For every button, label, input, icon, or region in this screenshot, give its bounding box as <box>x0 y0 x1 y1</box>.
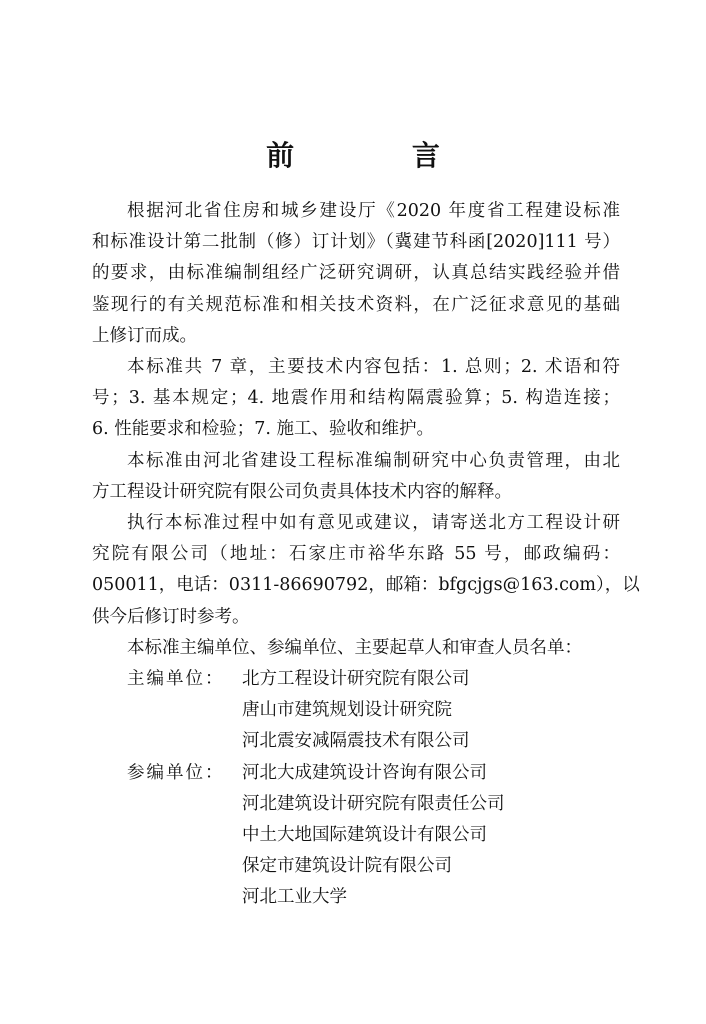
paragraph-line: 本标准由河北省建设工程标准编制研究中心负责管理，由北 <box>127 450 620 471</box>
org-name: 河北工业大学 <box>242 887 347 908</box>
participating-units-label: 参编单位： <box>127 762 225 783</box>
paragraph-line: 6. 性能要求和检验；7. 施工、验收和维护。 <box>92 419 435 440</box>
chief-units-label: 主编单位： <box>127 669 225 690</box>
chief-units <box>92 664 620 758</box>
org-row <box>92 664 620 695</box>
paragraph-line: 执行本标准过程中如有意见或建议，请寄送北方工程设计研 <box>127 513 620 534</box>
org-name: 北方工程设计研究院有限公司 <box>242 669 470 690</box>
org-name: 保定市建筑设计院有限公司 <box>242 856 452 877</box>
paragraph-line: 上修订而成。 <box>92 325 197 346</box>
paragraph-list-intro <box>92 633 620 664</box>
page-title: 前 言 <box>266 139 494 172</box>
paragraph-line: 方工程设计研究院有限公司负责具体技术内容的解释。 <box>92 481 512 502</box>
paragraph-approval <box>92 196 620 352</box>
org-row <box>92 820 620 851</box>
paragraph-line: 050011，电话：0311-86690792，邮箱：bfgcjgs@163.com），以 <box>92 575 640 596</box>
paragraph-line: 供今后修订时参考。 <box>92 606 250 627</box>
org-name: 河北大成建筑设计咨询有限公司 <box>242 762 487 783</box>
org-row <box>92 789 620 820</box>
paragraph-line: 本标准共 7 章，主要技术内容包括：1. 总则；2. 术语和符 <box>127 357 620 378</box>
paragraph-line: 号；3. 基本规定；4. 地震作用和结构隔震验算；5. 构造连接； <box>92 388 620 409</box>
paragraph-line: 的要求，由标准编制组经广泛研究调研，认真总结实践经验并借 <box>92 263 620 284</box>
preface-body <box>92 196 640 914</box>
org-name: 河北建筑设计研究院有限责任公司 <box>242 793 505 814</box>
paragraph-line: 本标准主编单位、参编单位、主要起草人和审查人员名单： <box>127 637 582 658</box>
org-name: 唐山市建筑规划设计研究院 <box>242 700 452 721</box>
org-row <box>92 851 620 882</box>
paragraph-line: 鉴现行的有关规范标准和相关技术资料，在广泛征求意见的基础 <box>92 294 620 315</box>
org-row <box>92 882 620 913</box>
paragraph-management <box>92 446 620 508</box>
org-name: 中土大地国际建筑设计有限公司 <box>242 825 487 846</box>
org-row <box>92 726 620 757</box>
paragraph-line: 根据河北省住房和城乡建设厅《2020 年度省工程建设标准 <box>127 201 620 221</box>
org-name: 河北震安减隔震技术有限公司 <box>242 731 470 752</box>
paragraph-feedback <box>92 508 640 633</box>
org-row <box>92 758 620 789</box>
org-row <box>92 695 620 726</box>
paragraph-line: 究院有限公司（地址：石家庄市裕华东路 55 号，邮政编码： <box>92 544 620 565</box>
paragraph-contents <box>92 352 620 446</box>
paragraph-line: 和标准设计第二批制（修）订计划》（冀建节科函[2020]111 号） <box>92 232 620 253</box>
participating-units <box>92 758 620 914</box>
